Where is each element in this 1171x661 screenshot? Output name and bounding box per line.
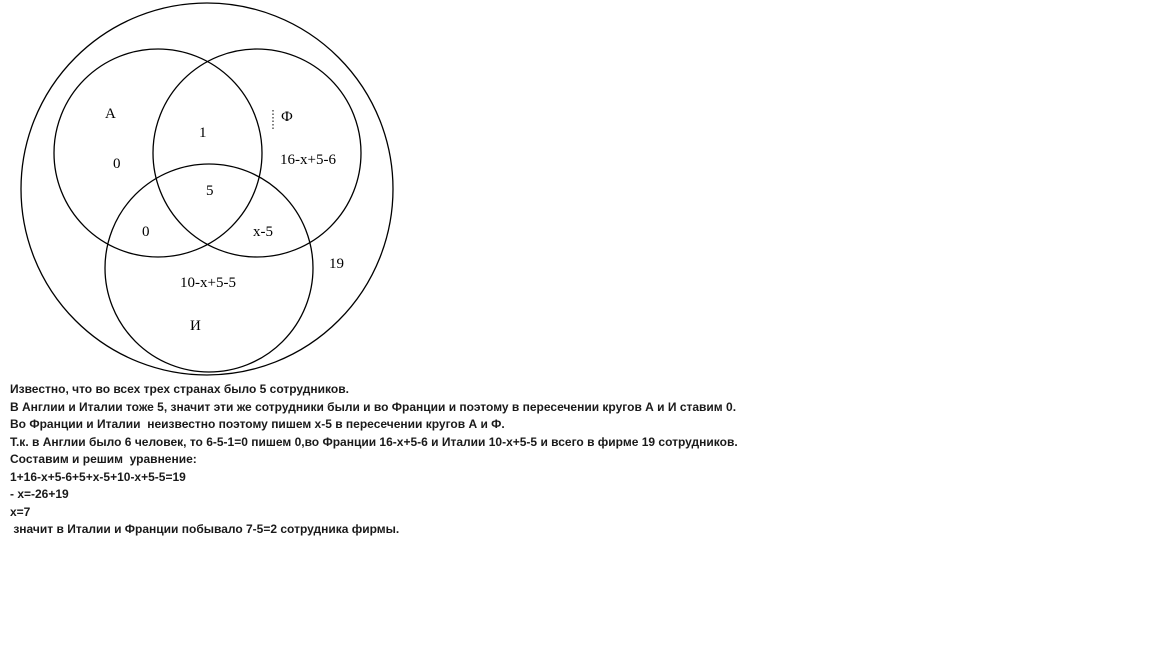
- solution-line: Т.к. в Англии было 6 человек, то 6-5-1=0 пишем 0,во Франции 16-х+5-6 и Италии 10-х+5-5 и всего в фирме 19 сотрудников.: [10, 434, 738, 449]
- result-line: х=7: [10, 504, 31, 519]
- region-f-only: 16-х+5-6: [280, 152, 336, 168]
- solution-text: [10, 381, 1160, 539]
- circle-a: [54, 49, 262, 257]
- label-set-f: Ф: [281, 109, 293, 125]
- solution-line: Известно, что во всех трех странах было 5 сотрудников.: [10, 382, 349, 396]
- region-i-only: 10-х+5-5: [180, 275, 236, 291]
- region-center: 5: [206, 183, 214, 199]
- label-set-i: И: [190, 318, 201, 334]
- region-a-f: 1: [199, 125, 207, 141]
- equation-line: 1+16-х+5-6+5+х-5+10-х+5-5=19: [10, 469, 186, 484]
- equation-step-line: - х=-26+19: [10, 487, 69, 501]
- solution-line: Во Франции и Италии неизвестно поэтому пишем х-5 в пересечении кругов А и Ф.: [10, 417, 505, 431]
- conclusion-line: значит в Италии и Франции побывало 7-5=2 сотрудника фирмы.: [10, 522, 400, 536]
- region-a-i: 0: [142, 224, 150, 240]
- solution-line: В Англии и Италии тоже 5, значит эти же сотрудники были и во Франции и поэтому в пересечении кругов А и И ставим 0.: [10, 399, 737, 414]
- region-outside: 19: [329, 256, 344, 272]
- region-a-only: 0: [113, 156, 121, 172]
- label-set-a: А: [105, 106, 116, 122]
- region-f-i: х-5: [253, 224, 273, 240]
- solution-line: Составим и решим уравнение:: [10, 452, 197, 466]
